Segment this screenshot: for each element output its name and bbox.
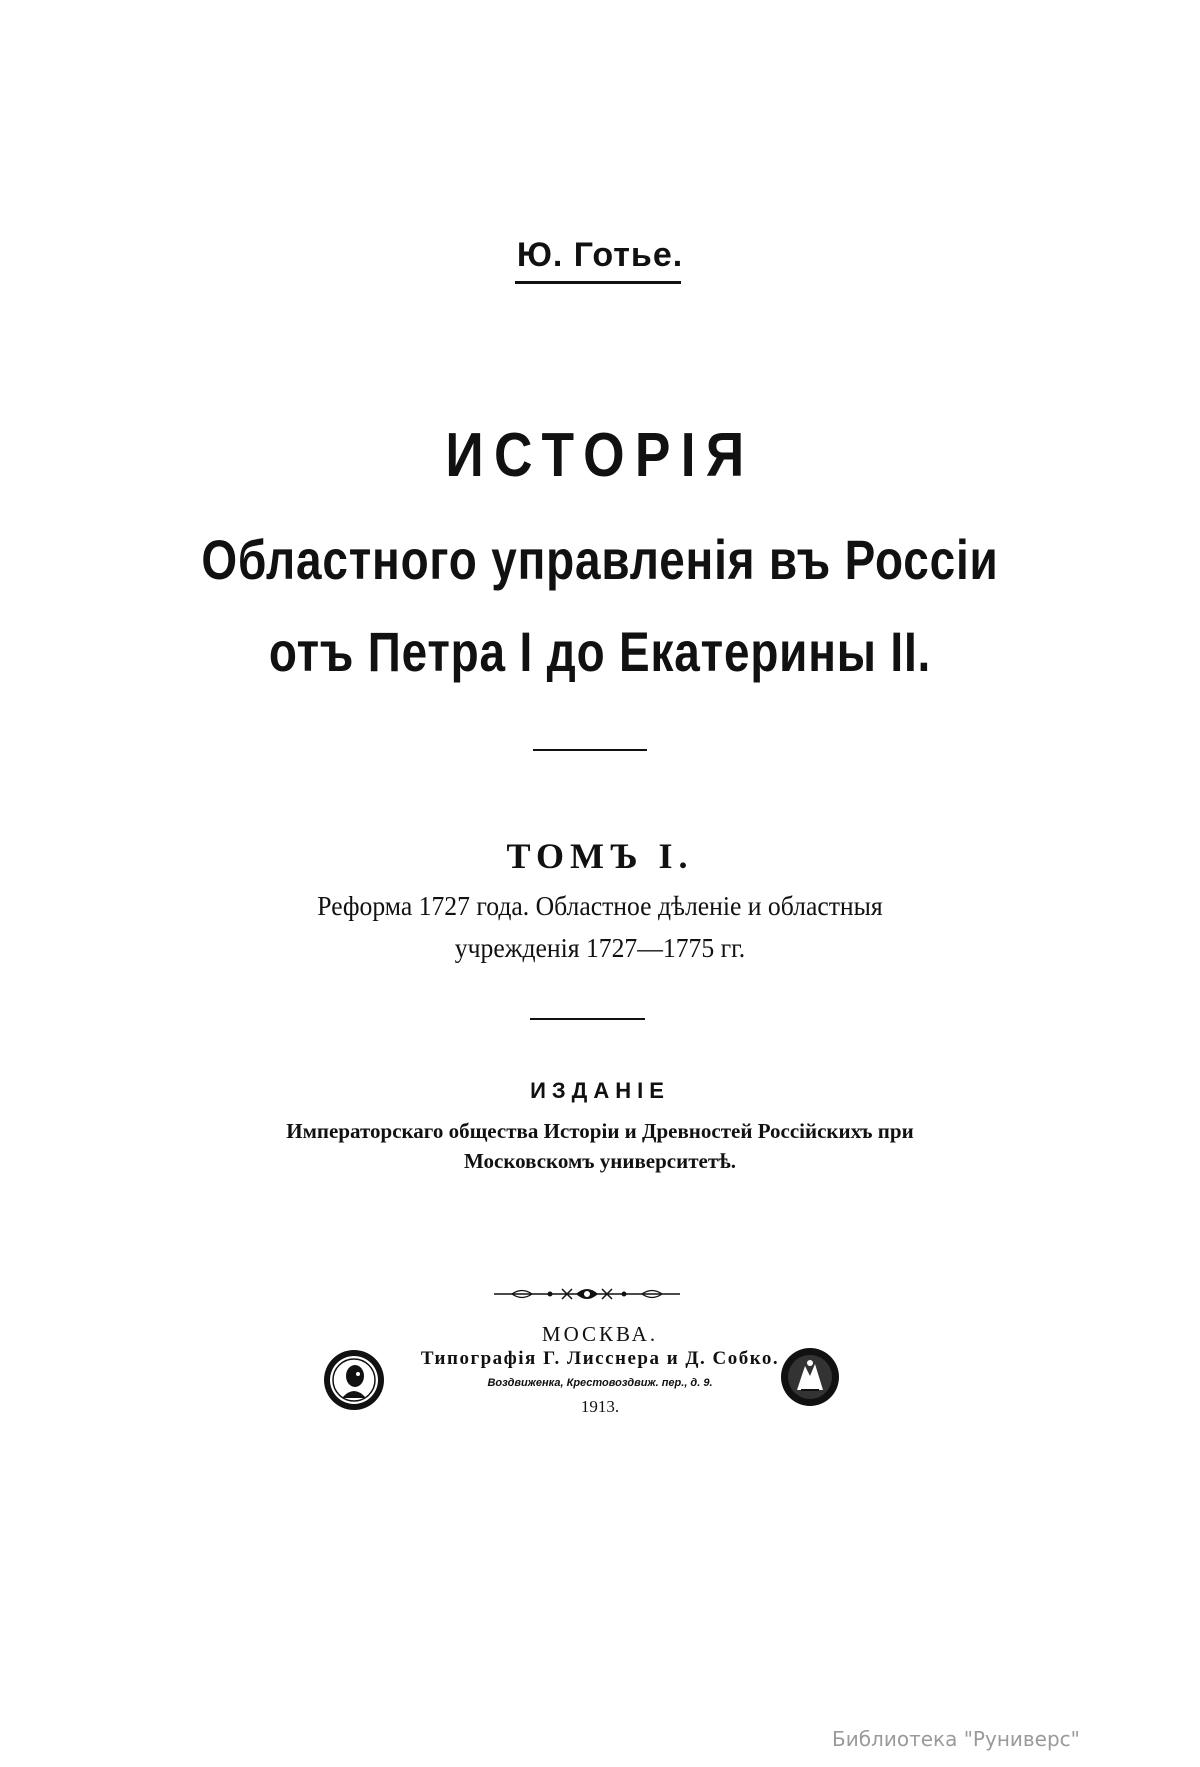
book-subtitle-line-2: отъ Петра I до Екатерины II. — [268, 620, 932, 683]
publisher-line-1: Императорскаго общества Исторіи и Древностей Россійскихъ при — [286, 1119, 914, 1143]
book-title: ИСТОРІЯ — [445, 421, 755, 490]
printer-seal-emblem-icon — [779, 1346, 841, 1408]
volume-description-line-1: Реформа 1727 года. Областное дѣленіе и областныя — [317, 891, 883, 921]
imprint-address: Воздвиженка, Крестовоздвиж. пер., д. 9. — [487, 1377, 713, 1389]
imprint-year: 1913. — [580, 1397, 620, 1416]
imprint-city: МОСКВА. — [541, 1322, 659, 1346]
typographic-ornament-divider-icon — [492, 1281, 682, 1307]
book-subtitle-line-1: Областного управленія въ Россіи — [201, 528, 999, 591]
author-underline — [515, 281, 681, 284]
divider-rule-2 — [530, 1018, 645, 1020]
author-name: Ю. Готье. — [516, 236, 684, 274]
volume-description-line-2: учрежденія 1727—1775 гг. — [454, 933, 746, 963]
divider-rule-1 — [533, 749, 647, 751]
edition-label: ИЗДАНІЕ — [530, 1078, 670, 1103]
library-watermark: Библиотека "Руниверс" — [832, 1727, 1080, 1751]
volume-label: ТОМЪ I. — [506, 836, 694, 876]
imprint-press: Типографія Г. Лисснера и Д. Собко. — [420, 1348, 780, 1369]
publisher-line-2: Московскомъ университетѣ. — [463, 1149, 737, 1173]
